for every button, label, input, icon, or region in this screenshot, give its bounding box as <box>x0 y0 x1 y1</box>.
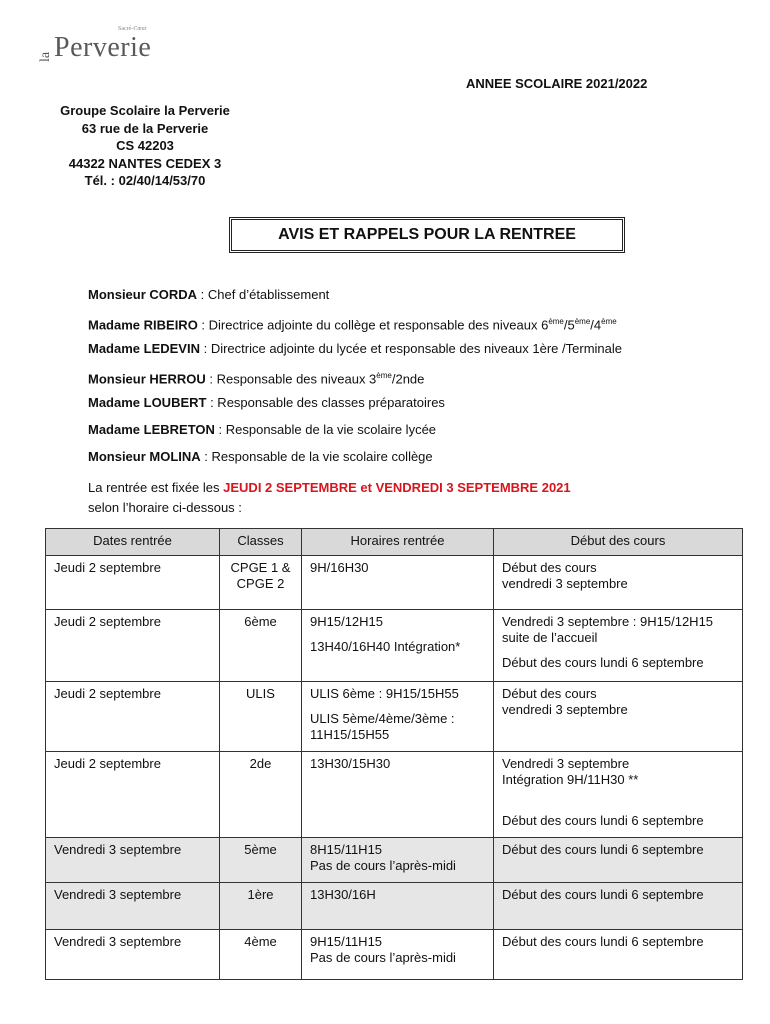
staff-name: Madame LEBRETON <box>88 422 215 437</box>
cell-classes <box>220 752 302 838</box>
cell-line: ULIS <box>246 686 275 701</box>
cell-line: 2de <box>249 756 272 771</box>
cell-horaires <box>302 930 494 980</box>
cell-date: Jeudi 2 septembre <box>46 610 220 682</box>
staff-role: : Directrice adjointe du collège et responsable des niveaux 6 <box>197 317 549 333</box>
staff-name: Madame LOUBERT <box>88 395 207 410</box>
cell-date: Jeudi 2 septembre <box>46 556 220 610</box>
document-title: AVIS ET RAPPELS POUR LA RENTREE <box>278 226 576 243</box>
cell-line: Début des cours <box>502 686 597 701</box>
cell-classes <box>220 883 302 930</box>
cell-line: 5ème <box>244 842 277 857</box>
staff-item <box>88 312 622 339</box>
superscript: ème <box>376 371 392 380</box>
cell-classes <box>220 556 302 610</box>
cell-line: Début des cours lundi 6 septembre <box>502 934 704 949</box>
cell-horaires <box>302 682 494 752</box>
cell-debut <box>494 883 743 930</box>
intro-line <box>88 478 571 498</box>
cell-line: Début des cours lundi 6 septembre <box>502 887 704 902</box>
staff-item <box>88 285 622 312</box>
cell-horaires <box>302 883 494 930</box>
cell-classes <box>220 838 302 883</box>
cell-line: vendredi 3 septembre <box>502 702 628 717</box>
schedule-table <box>45 528 743 980</box>
address-line: Tél. : 02/40/14/53/70 <box>84 173 206 188</box>
cell-horaires <box>302 752 494 838</box>
cell-line: 9H15/12H15 <box>310 614 383 629</box>
staff-name: Monsieur CORDA <box>88 287 198 302</box>
column-header: Classes <box>220 529 302 556</box>
table-row <box>46 556 743 610</box>
cell-line: CPGE 1 & <box>230 560 291 575</box>
cell-classes <box>220 930 302 980</box>
staff-item <box>88 393 622 420</box>
cell-line: 1ère <box>247 887 274 902</box>
table-row <box>46 838 743 883</box>
cell-debut <box>494 610 743 682</box>
logo-la: la <box>38 51 53 62</box>
cell-line: 9H15/11H15 <box>310 934 383 949</box>
cell-line: 8H15/11H15 <box>310 842 383 857</box>
cell-debut <box>494 838 743 883</box>
table-header-row <box>46 529 743 556</box>
cell-line: 13H40/16H40 Intégration* <box>310 639 461 654</box>
cell-line: suite de l’accueil <box>502 630 598 645</box>
staff-item <box>88 447 622 474</box>
cell-date: Jeudi 2 septembre <box>46 752 220 838</box>
cell-classes <box>220 682 302 752</box>
cell-line: 6ème <box>244 614 277 629</box>
staff-item <box>88 420 622 447</box>
staff-name: Madame LEDEVIN <box>88 341 200 356</box>
cell-date: Vendredi 3 septembre <box>46 838 220 883</box>
staff-role: : Responsable des niveaux 3 <box>205 371 377 387</box>
logo-subtitle: Sacré-Cœur <box>118 26 147 32</box>
intro-prefix: La rentrée est fixée les <box>88 480 224 495</box>
cell-line: Début des cours lundi 6 septembre <box>502 842 704 857</box>
cell-horaires <box>302 838 494 883</box>
cell-line: Vendredi 3 septembre : 9H15/12H15 <box>502 614 714 629</box>
cell-debut <box>494 682 743 752</box>
staff-role: : Directrice adjointe du lycée et responsable des niveaux 1ère /Terminale <box>199 341 622 356</box>
cell-line: Pas de cours l’après-midi <box>310 950 456 965</box>
staff-role: : Responsable de la vie scolaire lycée <box>214 422 437 437</box>
intro-dates-highlight: JEUDI 2 SEPTEMBRE et VENDREDI 3 SEPTEMBRE 2021 <box>223 480 571 495</box>
staff-item <box>88 339 622 366</box>
address-line: CS 42203 <box>116 138 174 153</box>
address-line: 63 rue de la Perverie <box>81 120 209 136</box>
cell-debut <box>494 556 743 610</box>
superscript: ème <box>574 317 591 326</box>
school-logo <box>38 26 178 66</box>
cell-classes <box>220 610 302 682</box>
cell-debut <box>494 930 743 980</box>
superscript: ème <box>601 317 617 326</box>
superscript: ème <box>548 317 564 326</box>
logo-name: Perverie <box>54 32 152 63</box>
staff-role: : Responsable des classes préparatoires <box>206 395 445 410</box>
column-header: Début des cours <box>494 529 743 556</box>
staff-role-part: /2nde <box>391 371 425 387</box>
cell-debut <box>494 752 743 838</box>
cell-horaires <box>302 610 494 682</box>
cell-line: Intégration 9H/11H30 ** <box>502 772 639 787</box>
intro-line-2: selon l’horaire ci-dessous : <box>88 500 242 515</box>
cell-line: 13H30/16H <box>310 887 376 902</box>
column-header: Dates rentrée <box>46 529 220 556</box>
address-line: 44322 NANTES CEDEX 3 <box>68 155 222 171</box>
cell-line: Début des cours lundi 6 septembre <box>502 813 704 828</box>
cell-line: Début des cours <box>502 560 597 575</box>
table-row <box>46 930 743 980</box>
rentree-intro <box>88 478 571 518</box>
staff-list <box>88 285 622 474</box>
cell-line: CPGE 2 <box>236 576 285 591</box>
cell-line: 9H/16H30 <box>310 560 369 575</box>
cell-line: vendredi 3 septembre <box>502 576 628 591</box>
table-row <box>46 682 743 752</box>
cell-line: 11H15/15H55 <box>310 727 390 742</box>
cell-line: Vendredi 3 septembre <box>502 756 630 771</box>
staff-name: Monsieur MOLINA <box>88 449 201 464</box>
address-line: Groupe Scolaire la Perverie <box>60 103 230 118</box>
cell-date: Vendredi 3 septembre <box>46 930 220 980</box>
staff-name: Monsieur HERROU <box>88 371 206 387</box>
school-address <box>40 102 250 190</box>
staff-role-part: /4 <box>590 317 602 333</box>
cell-line: ULIS 5ème/4ème/3ème : <box>310 711 455 726</box>
staff-item <box>88 366 622 393</box>
cell-line: 13H30/15H30 <box>310 756 391 771</box>
document-title-box <box>229 217 625 253</box>
cell-horaires <box>302 556 494 610</box>
school-year: ANNEE SCOLAIRE 2021/2022 <box>466 76 648 91</box>
cell-line: 4ème <box>244 934 277 949</box>
table-row <box>46 610 743 682</box>
staff-role-part: /5 <box>563 317 575 333</box>
table-row <box>46 883 743 930</box>
staff-name: Madame RIBEIRO <box>88 317 198 333</box>
staff-role: : Responsable de la vie scolaire collège <box>200 449 433 464</box>
table-row <box>46 752 743 838</box>
cell-date: Vendredi 3 septembre <box>46 883 220 930</box>
cell-date: Jeudi 2 septembre <box>46 682 220 752</box>
cell-line: Début des cours lundi 6 septembre <box>502 655 704 670</box>
column-header: Horaires rentrée <box>302 529 494 556</box>
cell-line: ULIS 6ème : 9H15/15H55 <box>310 686 459 701</box>
cell-line: Pas de cours l’après-midi <box>310 858 456 873</box>
staff-role: : Chef d’établissement <box>197 287 330 302</box>
